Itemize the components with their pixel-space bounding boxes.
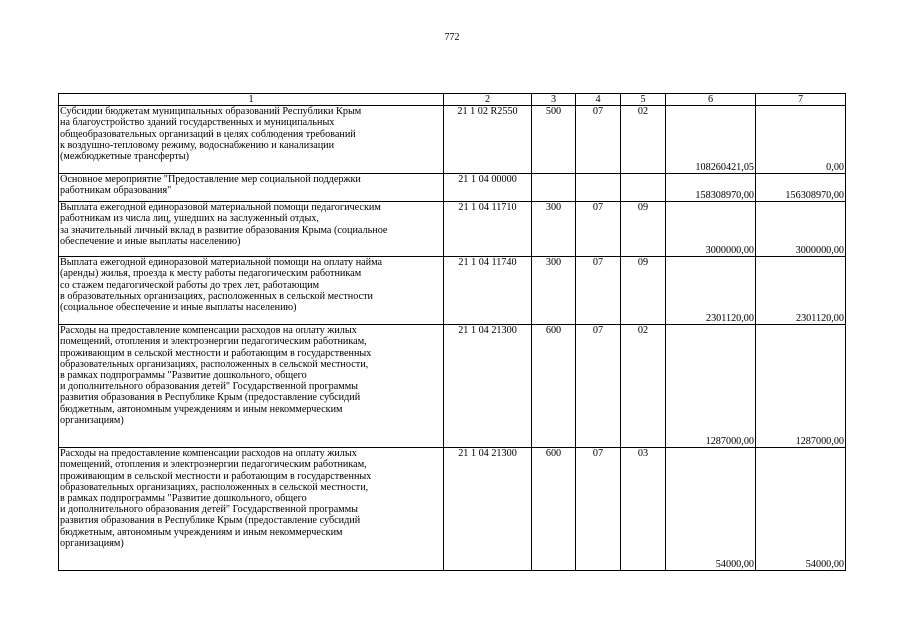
- column-header: 4: [576, 94, 621, 106]
- table-row: [59, 106, 846, 174]
- row-amount-6: 158308970,00: [666, 174, 756, 202]
- row-code: 21 1 04 11740: [444, 257, 532, 325]
- row-amount-7: 2301120,00: [756, 257, 846, 325]
- row-description: Основное мероприятие "Предоставление мер социальной поддержки работникам образования": [59, 174, 444, 202]
- row-amount-6: 3000000,00: [666, 202, 756, 257]
- row-amount-6: 1287000,00: [666, 325, 756, 448]
- table-row: [59, 448, 846, 571]
- row-c5: [621, 174, 666, 202]
- row-c4: 07: [576, 202, 621, 257]
- row-amount-7: 1287000,00: [756, 325, 846, 448]
- column-header: 7: [756, 94, 846, 106]
- table-row: [59, 257, 846, 325]
- column-header: 6: [666, 94, 756, 106]
- row-amount-7: 54000,00: [756, 448, 846, 571]
- column-header: 2: [444, 94, 532, 106]
- row-amount-7: 3000000,00: [756, 202, 846, 257]
- row-c3: 500: [532, 106, 576, 174]
- row-description: Субсидии бюджетам муниципальных образований Республики Крым на благоустройство зданий государственных и муниципальных общеобразовательных организаций в целях соблюдения требований к воздушно-тепловому режиму, водоснабжению и канализации (межбюджетные трансферты): [59, 106, 444, 174]
- row-c5: 02: [621, 325, 666, 448]
- row-c3: 600: [532, 448, 576, 571]
- table-row: [59, 325, 846, 448]
- row-c5: 09: [621, 257, 666, 325]
- row-amount-6: 2301120,00: [666, 257, 756, 325]
- row-c4: 07: [576, 257, 621, 325]
- row-c3: 300: [532, 202, 576, 257]
- row-code: 21 1 04 21300: [444, 325, 532, 448]
- row-description: Выплата ежегодной единоразовой материальной помощи педагогическим работникам из числа лиц, ушедших на заслуженный отдых, за значительный личный вклад в развитие образования Крыма (социальное обеспечение и иные выплаты населению): [59, 202, 444, 257]
- row-c4: 07: [576, 325, 621, 448]
- row-c4: 07: [576, 106, 621, 174]
- table-row: [59, 174, 846, 202]
- column-header: 1: [59, 94, 444, 106]
- row-c4: [576, 174, 621, 202]
- row-c5: 09: [621, 202, 666, 257]
- row-c3: [532, 174, 576, 202]
- column-header-row: [59, 94, 846, 106]
- table-row: [59, 202, 846, 257]
- column-header: 3: [532, 94, 576, 106]
- column-header: 5: [621, 94, 666, 106]
- row-code: 21 1 04 21300: [444, 448, 532, 571]
- row-description: Расходы на предоставление компенсации расходов на оплату жилых помещений, отопления и электроэнергии педагогическим работникам, проживающим в сельской местности и работающим в государственных образовательных организациях, расположенных в сельской местности, в рамках подпрограммы "Развитие дошкольного, общего и дополнительного образования детей" Государственной программы развития образования в Республике Крым (предоставление субсидий бюджетным, автономным учреждениям и иным некоммерческим организациям): [59, 325, 444, 448]
- row-description: Расходы на предоставление компенсации расходов на оплату жилых помещений, отопления и электроэнергии педагогическим работникам, проживающим в сельской местности и работающим в государственных образовательных организациях, расположенных в сельской местности, в рамках подпрограммы "Развитие дошкольного, общего и дополнительного образования детей" Государственной программы развития образования в Республике Крым (предоставление субсидий бюджетным, автономным учреждениям и иным некоммерческим организациям): [59, 448, 444, 571]
- row-code: 21 1 04 11710: [444, 202, 532, 257]
- row-code: 21 1 04 00000: [444, 174, 532, 202]
- row-description: Выплата ежегодной единоразовой материальной помощи на оплату найма (аренды) жилья, проезда к месту работы педагогическим работникам со стажем педагогической работы до трех лет, работающим в образовательных организациях, расположенных в сельской местности (социальное обеспечение и иные выплаты населению): [59, 257, 444, 325]
- row-amount-7: 0,00: [756, 106, 846, 174]
- row-amount-6: 54000,00: [666, 448, 756, 571]
- row-c5: 03: [621, 448, 666, 571]
- budget-table: [58, 93, 846, 571]
- page-number: 772: [444, 32, 460, 43]
- row-amount-7: 156308970,00: [756, 174, 846, 202]
- row-c4: 07: [576, 448, 621, 571]
- row-c5: 02: [621, 106, 666, 174]
- row-amount-6: 108260421,05: [666, 106, 756, 174]
- row-c3: 300: [532, 257, 576, 325]
- row-c3: 600: [532, 325, 576, 448]
- row-code: 21 1 02 R2550: [444, 106, 532, 174]
